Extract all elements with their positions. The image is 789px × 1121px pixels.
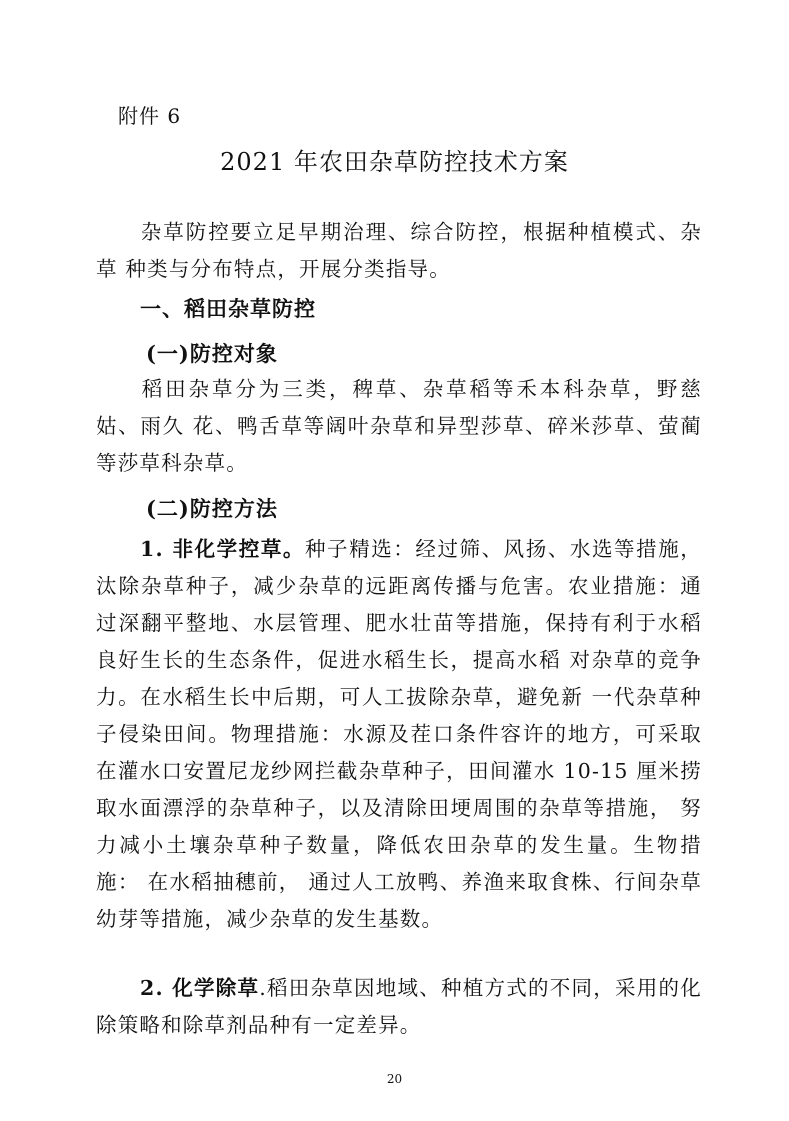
- intro-text: 杂草防控要立足早期治理、综合防控，根据种植模式、杂草 种类与分布特点，开展分类指导。: [96, 220, 702, 281]
- section-heading: 一、稻田杂草防控: [140, 296, 316, 321]
- subsection-heading-methods: (二)防控方法: [146, 496, 278, 521]
- subsection-heading-targets: (一)防控对象: [146, 341, 278, 366]
- intro-paragraph: [96, 214, 702, 288]
- targets-text: 稻田杂草分为三类，稗草、杂草稻等禾本科杂草，野慈姑、雨久 花、鸭舌草等阔叶杂草和异型莎草、碎米莎草、萤蔺等莎草科杂草。: [96, 377, 702, 475]
- method-item-2: [96, 970, 702, 1044]
- targets-paragraph: [96, 371, 702, 482]
- document-title: 2021 年农田杂草防控技术方案: [220, 148, 569, 176]
- method-item-1-label: 1. 非化学控草。: [140, 537, 305, 561]
- annex-label: 附件 6: [118, 104, 182, 128]
- method-item-1: [96, 531, 702, 938]
- method-item-2-text: .稻田杂草因地域、种植方式的不同，采用的化除策略和除草剂品种有一定差异。: [96, 976, 702, 1037]
- page-number: 20: [386, 1072, 403, 1086]
- method-item-2-label: 2. 化学除草: [140, 976, 260, 1000]
- method-item-1-text: 种子精选：经过筛、风扬、水选等措施，汰除杂草种子，减少杂草的远距离传播与危害。农业措施：通过深翻平整地、水层管理、肥水壮苗等措施，保持有利于水稻良好生长的生态条件，促进水稻生长，提高水稻 对杂草的竞争力。在水稻生长中后期，可人工拔除杂草，避免新 一代杂草种子侵染田间。物理措施：水源及茬口条件容许的地方，可采取在灌水口安置尼龙纱网拦截杂草种子，田间灌水 10-15 厘米捞取水面漂浮的杂草种子，以及清除田埂周围的杂草等措施， 努力减小土壤杂草种子数量，降低农田杂草的发生量。生物措施： 在水稻抽穗前， 通过人工放鸭、养渔来取食株、行间杂草幼芽等措施，减少杂草的发生基数。: [96, 537, 702, 931]
